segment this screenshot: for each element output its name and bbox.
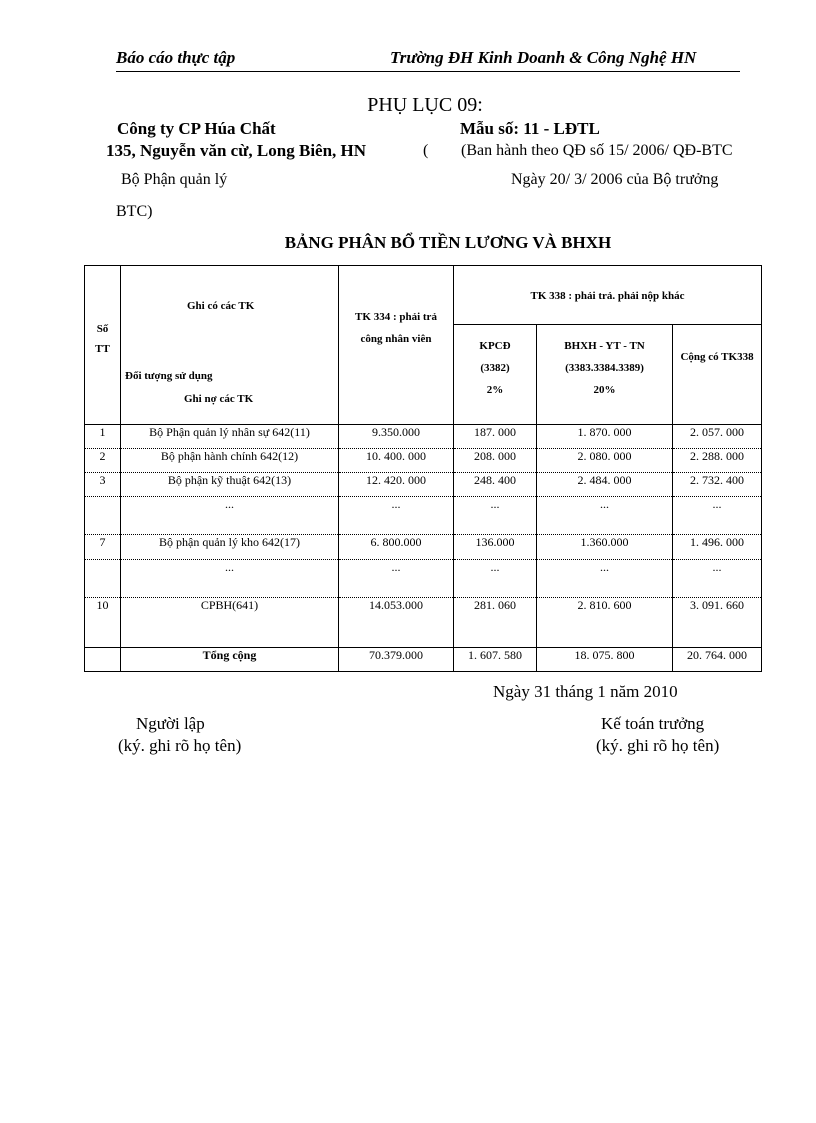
row-bhxh: 1.360.000 <box>537 535 673 560</box>
row-tk334: ... <box>339 497 454 535</box>
row-total: 2. 057. 000 <box>673 425 762 449</box>
header-kpcd: KPCĐ (3382) 2% <box>454 325 537 425</box>
company-name: Công ty CP Húa Chất <box>117 119 276 138</box>
table-title: BẢNG PHÂN BỔ TIỀN LƯƠNG VÀ BHXH <box>284 233 612 252</box>
row-stt: 10 <box>85 598 121 648</box>
row-stt <box>85 560 121 598</box>
total-tk334: 70.379.000 <box>339 648 454 672</box>
row-kpcd: 248. 400 <box>454 473 537 497</box>
row-total: 2. 288. 000 <box>673 449 762 473</box>
row-tk334: 6. 800.000 <box>339 535 454 560</box>
header-tk338: TK 338 : phải trả. phải nộp khác <box>454 266 762 325</box>
row-kpcd: 208. 000 <box>454 449 537 473</box>
header-accounts <box>121 266 339 425</box>
total-bhxh: 18. 075. 800 <box>537 648 673 672</box>
row-name: Bộ phận quản lý kho 642(17) <box>121 535 339 560</box>
page-header-right: Trường ĐH Kinh Doanh & Công Nghệ HN <box>390 48 697 67</box>
row-kpcd: 187. 000 <box>454 425 537 449</box>
header-tk334: TK 334 : phải trả công nhân viên <box>339 266 454 425</box>
header-total-338: Cộng có TK338 <box>673 325 762 425</box>
row-tk334: 9.350.000 <box>339 425 454 449</box>
row-kpcd: 136.000 <box>454 535 537 560</box>
preparer-label: Người lập <box>136 714 205 733</box>
row-stt: 1 <box>85 425 121 449</box>
credit-accounts-label: Ghi có các TK <box>187 300 255 312</box>
row-name: ... <box>121 497 339 535</box>
chief-accountant-label: Kế toán trưởng <box>601 714 705 733</box>
table-row <box>85 598 762 648</box>
row-bhxh: 2. 810. 600 <box>537 598 673 648</box>
row-name: Bộ Phận quản lý nhân sự 642(11) <box>121 425 339 449</box>
row-bhxh: 2. 484. 000 <box>537 473 673 497</box>
row-stt: 7 <box>85 535 121 560</box>
row-stt: 2 <box>85 449 121 473</box>
table-row <box>85 535 762 560</box>
preparer-note: (ký. ghi rõ họ tên) <box>118 736 242 755</box>
row-kpcd: ... <box>454 560 537 598</box>
total-row <box>85 648 762 672</box>
row-name: CPBH(641) <box>121 598 339 648</box>
row-total: 3. 091. 660 <box>673 598 762 648</box>
total-label: Tổng cộng <box>121 648 339 672</box>
table-row <box>85 425 762 449</box>
company-address: 135, Nguyễn văn cừ, Long Biên, HN <box>106 141 367 160</box>
row-total: 2. 732. 400 <box>673 473 762 497</box>
row-name: ... <box>121 560 339 598</box>
row-total: 1. 496. 000 <box>673 535 762 560</box>
table-row <box>85 473 762 497</box>
row-bhxh: ... <box>537 560 673 598</box>
issued-by-line1: (Ban hành theo QĐ số 15/ 2006/ QĐ-BTC <box>461 142 733 159</box>
total-stt <box>85 648 121 672</box>
debit-accounts-label: Ghi nợ các TK <box>184 393 254 405</box>
row-bhxh: 1. 870. 000 <box>537 425 673 449</box>
row-stt: 3 <box>85 473 121 497</box>
allocation-table <box>84 265 762 672</box>
row-kpcd: 281. 060 <box>454 598 537 648</box>
row-tk334: 12. 420. 000 <box>339 473 454 497</box>
row-tk334: 10. 400. 000 <box>339 449 454 473</box>
row-name: Bộ phận kỹ thuật 642(13) <box>121 473 339 497</box>
appendix-title: PHỤ LỤC 09: <box>367 94 483 116</box>
header-bhxh: BHXH - YT - TN (3383.3384.3389) 20% <box>537 325 673 425</box>
page-header-left: Báo cáo thực tập <box>116 48 236 67</box>
table-row <box>85 560 762 598</box>
row-name: Bộ phận hành chính 642(12) <box>121 449 339 473</box>
object-label: Đối tượng sử dụng <box>125 370 213 382</box>
table-row <box>85 497 762 535</box>
department: Bộ Phận quản lý <box>121 171 228 188</box>
row-stt <box>85 497 121 535</box>
row-bhxh: 2. 080. 000 <box>537 449 673 473</box>
row-total: ... <box>673 560 762 598</box>
header-rule <box>116 71 740 72</box>
form-number: Mẫu số: 11 - LĐTL <box>460 119 600 138</box>
total-kpcd: 1. 607. 580 <box>454 648 537 672</box>
row-kpcd: ... <box>454 497 537 535</box>
paren-open: ( <box>423 142 429 159</box>
date-line: Ngày 31 tháng 1 năm 2010 <box>493 682 678 701</box>
issued-by-line3: BTC) <box>116 203 153 220</box>
row-bhxh: ... <box>537 497 673 535</box>
issued-by-line2: Ngày 20/ 3/ 2006 của Bộ trưởng <box>511 171 719 188</box>
row-tk334: ... <box>339 560 454 598</box>
row-tk334: 14.053.000 <box>339 598 454 648</box>
table-row <box>85 449 762 473</box>
chief-accountant-note: (ký. ghi rõ họ tên) <box>596 736 720 755</box>
total-total: 20. 764. 000 <box>673 648 762 672</box>
row-total: ... <box>673 497 762 535</box>
header-stt: Số TT <box>85 266 121 425</box>
